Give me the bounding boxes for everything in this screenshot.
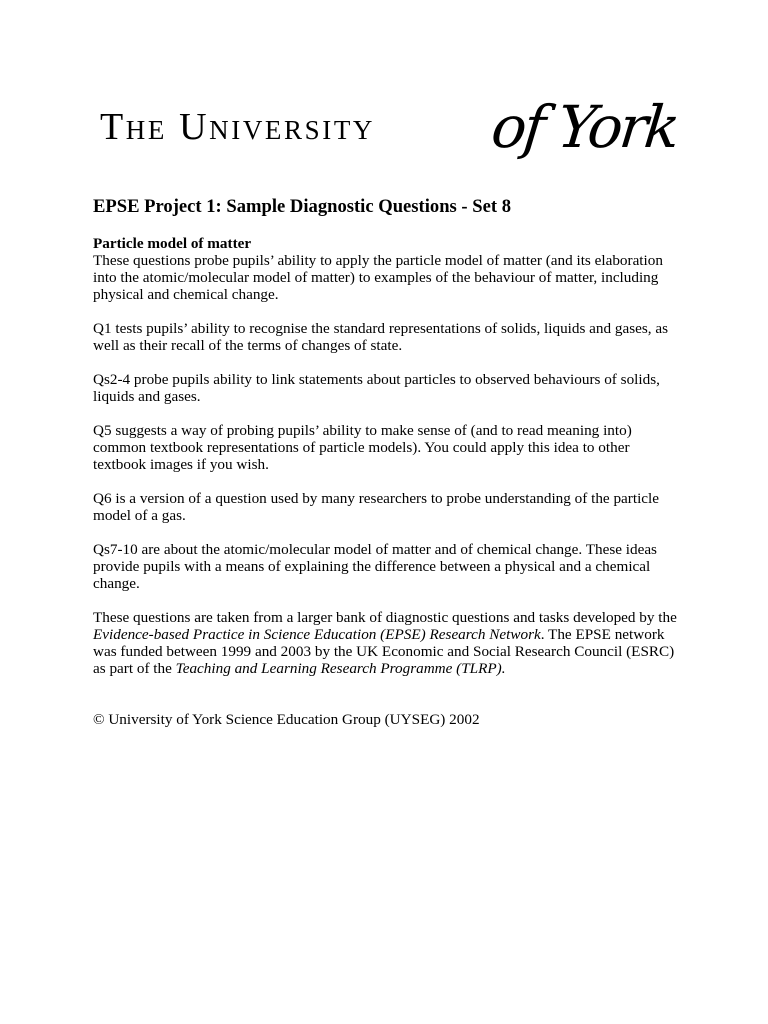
intro-paragraph: These questions probe pupils’ ability to apply the particle model of matter (and its elaboration into the atomic/molecular model of matter) to examples of the behaviour of matter, including physical and chemical change. (93, 252, 663, 303)
q7-10-paragraph: Qs7-10 are about the atomic/molecular model of matter and of chemical change. These ideas provide pupils with a means of explaining the difference between a physical and a chemical change. (93, 541, 657, 592)
q5-paragraph: Q5 suggests a way of probing pupils’ ability to make sense of (and to read meaning into) common textbook representations of particle models). You could apply this idea to other textbook images if you wish. (93, 422, 632, 473)
logo-script-text: of York (488, 93, 681, 161)
document-body (93, 196, 683, 745)
q2-4-paragraph: Qs2-4 probe pupils ability to link statements about particles to observed behaviours of solids, liquids and gases. (93, 371, 660, 405)
copyright-icon: © (93, 711, 105, 728)
copyright-text: University of York Science Education Group (UYSEG) 2002 (104, 711, 480, 728)
section-heading: Particle model of matter (93, 235, 252, 252)
funding-text-2: . The EPSE network was funded between 1999 and 2003 by the UK Economic and Social Research Council (ESRC) as part of the (93, 626, 675, 677)
logo-wordmark: The University (100, 106, 376, 148)
copyright-notice (93, 711, 683, 728)
document-title: EPSE Project 1: Sample Diagnostic Questions - Set 8 (93, 196, 511, 217)
university-logo (100, 92, 681, 176)
epse-network-name: Evidence-based Practice in Science Education (EPSE) Research Network (93, 626, 541, 643)
q6-paragraph: Q6 is a version of a question used by many researchers to probe understanding of the particle model of a gas. (93, 490, 659, 524)
tlrp-programme-name: Teaching and Learning Research Programme (TLRP). (175, 660, 506, 677)
q1-paragraph: Q1 tests pupils’ ability to recognise the standard representations of solids, liquids and gases, as well as their recall of the terms of changes of state. (93, 320, 669, 354)
funding-paragraph (93, 609, 683, 677)
funding-text-1: These questions are taken from a larger bank of diagnostic questions and tasks developed by the (93, 609, 677, 626)
